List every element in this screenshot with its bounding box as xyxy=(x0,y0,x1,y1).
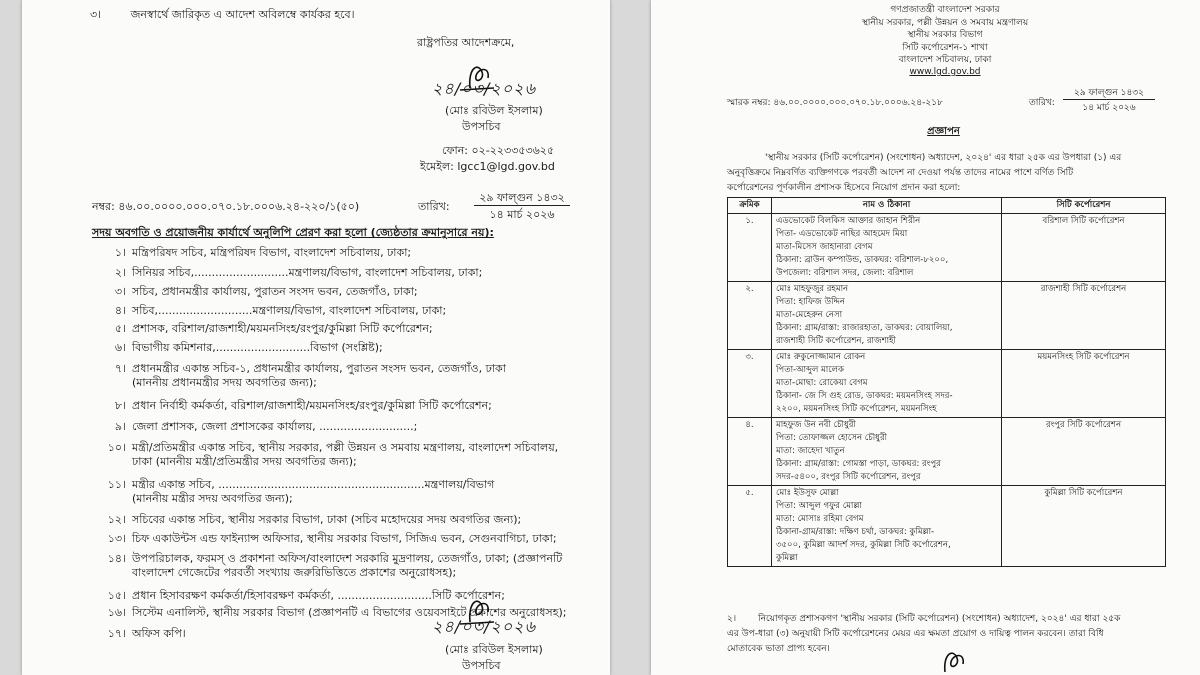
phone-number: ফোন: ০২-২২৩৩৫৩৬২৫ xyxy=(442,144,555,157)
distribution-line: সচিব,...........................মন্ত্রণালয়/বিভাগ, বাংলাদেশ সচিবালয়, ঢাকা; xyxy=(132,304,447,317)
distribution-item xyxy=(92,532,557,546)
table-header-row xyxy=(728,198,1166,214)
intro-line: 'স্থানীয় সরকার (সিটি কর্পোরেশন) (সংশোধন) অধ্যাদেশ, ২০২৪' এর ধারা ২৫ক এর উপধারা (১) এর xyxy=(765,153,1122,163)
distribution-line: প্রধানমন্ত্রীর একান্ত সচিব-১, প্রধানমন্ত্রীর কার্যালয়, পুরাতন সংসদ ভবন, তেজগাঁও, ঢাকা xyxy=(132,362,506,375)
signature-date: ২৪/০৩/২০২৬ xyxy=(432,79,536,98)
address-line: মাতা-মোছা: রোকেয়া বেগম xyxy=(776,378,868,388)
distribution-item-number: ১০। xyxy=(107,441,126,454)
address-line: উপজেলা: বরিশাল সদর, জেলা: বরিশাল xyxy=(776,268,914,278)
row-name-address xyxy=(772,418,1002,486)
address-line: পিতা- এডভোকেট নাছির আহমেদ মিয়া xyxy=(776,229,908,239)
table-row xyxy=(728,214,1166,282)
row-city-corporation: ময়মনসিংহ সিটি কর্পোরেশন xyxy=(1002,350,1166,418)
order-by-line: রাষ্ট্রপতির আদেশক্রমে, xyxy=(417,36,515,49)
distribution-item xyxy=(92,322,433,336)
intro-line: অনুবৃত্তিক্রমে নিম্নবর্ণিত ব্যক্তিগণকে পরবর্তী আদেশ না দেওয়া পর্যন্ত তাদের নামের পাশে বর্ণিত সিটি xyxy=(727,168,1074,178)
distribution-item-number: ১। xyxy=(114,246,126,259)
distribution-item-text xyxy=(132,362,506,390)
date-bangla-right: ২৯ ফাল্গুন ১৪৩২ xyxy=(1063,87,1155,100)
distribution-item-text xyxy=(132,246,411,260)
distribution-line: বিভাগীয় কমিশনার,...........................বিভাগ (সংশ্লিষ্ট); xyxy=(132,341,383,354)
distribution-item-text xyxy=(132,532,557,546)
paragraph-2-number: ২। xyxy=(727,614,737,624)
notice-title: প্রজ্ঞাপন xyxy=(927,126,960,137)
address-line: ঠিকানা: গ্রাম/রাস্তা: গোমস্তা পাড়া, ডাকঘর: রংপুর xyxy=(776,459,941,469)
header-serial: ক্রমিক xyxy=(728,198,772,214)
distribution-item xyxy=(92,246,411,260)
distribution-item-text xyxy=(132,627,186,641)
distribution-item xyxy=(92,304,446,318)
distribution-item-text xyxy=(132,399,492,413)
distribution-item-number: ৩। xyxy=(114,285,126,298)
distribution-line: অফিস কপি। xyxy=(132,627,186,640)
signer-name: (মোঃ রবিউল ইসলাম) xyxy=(445,104,543,117)
row-city-corporation: বরিশাল সিটি কর্পোরেশন xyxy=(1002,214,1166,282)
address-line: মোঃ মাহফুজুর রহমান xyxy=(776,284,849,294)
address-line: এডভোকেট বিলকিস আক্তার জাহান শিরীন xyxy=(776,216,921,226)
address-line: পিতা-আব্দুল মালেক xyxy=(776,365,844,375)
distribution-item-text xyxy=(132,552,562,580)
row-city-corporation: রংপুর সিটি কর্পোরেশন xyxy=(1002,418,1166,486)
distribution-item xyxy=(92,513,521,527)
row-name-address xyxy=(772,214,1002,282)
signer-name-bottom: (মোঃ রবিউল ইসলাম) xyxy=(445,643,543,656)
right-document-page xyxy=(651,0,1200,675)
address-line: ঠিকানা: গ্রাম/রাস্তা: রাজারহাতা, ডাকঘর: বোয়ালিয়া, xyxy=(776,323,953,333)
distribution-line: সচিবের একান্ত সচিব, স্থানীয় সরকার বিভাগ, ঢাকা (সচিব মহোদয়ের সদয় অবগতির জন্য); xyxy=(132,513,522,526)
header-line: সিটি কর্পোরেশন-১ শাখা xyxy=(902,42,988,53)
distribution-line: মন্ত্রীর একান্ত সচিব, ...........................................................মন্ত্রণালয়/বিভাগ xyxy=(132,478,495,491)
distribution-line: উপপরিচালক, ফরমস্ ও প্রকাশনা অফিস/বাংলাদেশ সরকারি মুদ্রণালয়, তেজগাঁও, ঢাকা; (প্রজ্ঞাপনটি xyxy=(132,552,563,565)
notice-intro xyxy=(727,151,1121,196)
distribution-item-number: ৭। xyxy=(114,362,126,375)
date-label: তারিখ: xyxy=(418,200,450,213)
distribution-item-text xyxy=(132,285,418,299)
address-line: সদর-৫৪০০, রংপুর সিটি কর্পোরেশন, রংপুর xyxy=(776,472,921,482)
distribution-line: মন্ত্রী/প্রতিমন্ত্রীর একান্ত সচিব, স্থানীয় সরকার, পল্লী উন্নয়ন ও সমবায় মন্ত্রণালয়, বাংলাদেশ সচিবালয়, xyxy=(132,441,559,454)
distribution-item xyxy=(92,478,494,506)
row-name-address xyxy=(772,282,1002,350)
distribution-line: (মাননীয় প্রধানমন্ত্রীর সদয় অবগতির জন্য); xyxy=(132,376,317,389)
distribution-line: সিস্টেম এনালিস্ট, স্থানীয় সরকার বিভাগ (প্রজ্ঞাপনটি এ বিভাগের ওয়েবসাইটে প্রকাশের অনুরোধসহ); xyxy=(132,606,567,619)
distribution-item-text xyxy=(132,304,446,318)
address-line: মাতা-মিসেস জাহানারা বেগম xyxy=(776,242,873,252)
row-name-address xyxy=(772,486,1002,567)
table-row xyxy=(728,350,1166,418)
distribution-line: সচিব, প্রধানমন্ত্রীর কার্যালয়, পুরাতন সংসদ ভবন, তেজগাঁও, ঢাকা; xyxy=(132,285,418,298)
distribution-item xyxy=(92,441,558,469)
distribution-item xyxy=(92,627,186,641)
distribution-item-number: ১৭। xyxy=(107,627,126,640)
distribution-item-number: ৮। xyxy=(114,399,126,412)
distribution-line: বাংলাদেশ গেজেটের পরবর্তী সংখ্যায় জরুরিভিত্তিতে প্রকাশের অনুরোধসহ); xyxy=(132,566,457,579)
header-city-corporation: সিটি কর্পোরেশন xyxy=(1002,198,1166,214)
distribution-item-number: ৪। xyxy=(114,304,126,317)
row-serial: ২. xyxy=(728,282,772,350)
row-city-corporation: রাজশাহী সিটি কর্পোরেশন xyxy=(1002,282,1166,350)
item-3-number: ৩। xyxy=(90,8,102,21)
distribution-item-number: ২। xyxy=(114,266,126,279)
distribution-item-number: ৯। xyxy=(114,420,126,433)
signer-title: উপসচিব xyxy=(462,120,501,133)
distribution-item-text xyxy=(132,420,417,434)
distribution-line: মন্ত্রিপরিষদ সচিব, মন্ত্রিপরিষদ বিভাগ, বাংলাদেশ সচিবালয়, ঢাকা; xyxy=(132,246,412,259)
distribution-item-text xyxy=(132,341,383,355)
paragraph-2-line: মোতাবেক ভাতা প্রাপ্য হবেন। xyxy=(727,644,830,654)
distribution-line: প্রশাসক, বরিশাল/রাজশাহী/ময়মনসিংহ/রংপুর/কুমিল্লা সিটি কর্পোরেশন; xyxy=(132,322,433,335)
left-document-page xyxy=(22,0,610,675)
address-line: পিতা: আব্দুল গফুর মোল্লা xyxy=(776,501,862,511)
distribution-item xyxy=(92,362,506,390)
address-line: মোঃ ইউসুফ মোল্লা xyxy=(776,488,839,498)
address-line: রাজশাহী সিটি কর্পোরেশন, রাজশাহী xyxy=(776,336,896,346)
address-line: মাতা-মেহেরুন নেসা xyxy=(776,310,843,320)
date-english: ১৪ মার্চ ২০২৬ xyxy=(489,208,555,221)
header-name-address: নাম ও ঠিকানা xyxy=(772,198,1002,214)
distribution-line: সিনিয়র সচিব,...........................মন্ত্রণালয়/বিভাগ, বাংলাদেশ সচিবালয়, ঢাকা; xyxy=(132,266,483,279)
distribution-item xyxy=(92,266,482,280)
header-line: স্থানীয় সরকার বিভাগ xyxy=(907,30,983,40)
date-label-right: তারিখ: xyxy=(1029,98,1055,108)
date-bangla: ২৯ ফাল্গুন ১৪৩২ xyxy=(474,191,570,206)
distribution-item-number: ১৪। xyxy=(107,552,126,565)
appointment-table xyxy=(727,197,1166,567)
header-line: বাংলাদেশ সচিবালয়, ঢাকা xyxy=(898,55,992,65)
distribution-item-number: ১৬। xyxy=(107,606,126,619)
paragraph-2-first-line xyxy=(727,612,1120,627)
row-city-corporation: কুমিল্লা সিটি কর্পোরেশন xyxy=(1002,486,1166,567)
intro-line: কর্পোরেশনের পূর্ণকালীন প্রশাসক হিসেবে নিয়োগ প্রদান করা হলো: xyxy=(727,183,961,193)
paragraph-2-line: নিয়োগকৃত প্রশাসকগণ 'স্থানীয় সরকার (সিটি কর্পোরেশন) (সংশোধন) অধ্যাদেশ, ২০২৪' এর ধারা ২৫ক xyxy=(758,614,1121,624)
distribution-line: ঢাকা (মাননীয় মন্ত্রী/প্রতিমন্ত্রীর সদয় অবগতির জন্য); xyxy=(132,455,357,468)
row-serial: ৪. xyxy=(728,418,772,486)
distribution-item xyxy=(92,285,418,299)
distribution-line: চিফ একাউন্টস এন্ড ফাইন্যান্স অফিসার, স্থানীয় সরকার বিভাগ, সিজিএ ভবন, সেগুনবাগিচা, ঢাকা; xyxy=(132,532,557,545)
distribution-line: (মাননীয় মন্ত্রীর সদয় অবগতির জন্য); xyxy=(132,492,293,505)
distribution-item xyxy=(92,420,417,434)
address-line: ২২০০, ময়মনসিংহ সিটি কর্পোরেশন, ময়মনসিংহ xyxy=(776,404,937,414)
table-row xyxy=(728,486,1166,567)
email-address: ইমেইল: lgcc1@lgd.gov.bd xyxy=(420,160,555,173)
address-line: মাতা: জাহেদা খাতুন xyxy=(776,446,845,456)
distribution-item-text xyxy=(132,441,558,469)
row-serial: ৩. xyxy=(728,350,772,418)
distribution-item-number: ১৫। xyxy=(107,589,126,602)
distribution-item-number: ১৩। xyxy=(107,532,126,545)
row-name-address xyxy=(772,350,1002,418)
distribution-line: প্রধান নির্বাহী কর্মকর্তা, বরিশাল/রাজশাহী/ময়মনসিংহ/রংপুর/কুমিল্লা সিটি কর্পোরেশন; xyxy=(132,399,492,412)
distribution-item-number: ১২। xyxy=(107,513,126,526)
table-row xyxy=(728,418,1166,486)
address-line: মোঃ রুকুনোজ্জামান রোকন xyxy=(776,352,866,362)
address-line: ঠিকানা: ব্রাউন কম্পাউন্ড, ডাকঘর: বরিশাল-৮২০০, xyxy=(776,255,949,265)
distribution-item xyxy=(92,341,383,355)
signature-image-right xyxy=(931,650,991,675)
distribution-item xyxy=(92,552,562,580)
item-3-text: জনস্বার্থে জারিকৃত এ আদেশ অবিলম্বে কার্যকর হবে। xyxy=(130,8,355,21)
signature-date-bottom: ২৪/০৩/২০২৬ xyxy=(432,617,536,636)
address-line: কুমিল্লা xyxy=(776,553,798,563)
distribution-item-text xyxy=(132,478,494,506)
memo-number-right: স্মারক নম্বর: ৪৬.০০.০০০০.০০০.০৭০.১৮.০০০৬.২৪-২১৮ xyxy=(727,98,943,108)
table-row xyxy=(728,282,1166,350)
header-line: স্থানীয় সরকার, পল্লী উন্নয়ন ও সমবায় মন্ত্রণালয় xyxy=(861,17,1029,28)
distribution-line: জেলা প্রশাসক, জেলা প্রশাসকের কার্যালয়, ...........................; xyxy=(132,420,418,433)
address-line: ৩৫০০, কুমিল্লা আদর্শ সদর, কুমিল্লা সিটি কর্পোরেশন, xyxy=(776,540,951,550)
address-line: মাহফুজ উন নবী চৌধুরী xyxy=(776,420,856,430)
paragraph-2 xyxy=(727,612,1120,657)
address-line: ঠিকানা- জে সি গুহ রোড, ডাকঘর: ময়মনসিংহ সদর- xyxy=(776,391,953,401)
memo-number: নম্বর: ৪৬.০০.০০০০.০০০.০৭০.১৮.০০০৬.২৪-২২০/১(৫০) xyxy=(92,200,360,213)
distribution-line: প্রধান হিসাবরক্ষণ কর্মকর্তা/হিসাবরক্ষণ কর্মকর্তা, ...........................সিটি কর্পোরেশন; xyxy=(132,589,505,602)
address-line: পিতা: তোফাজ্জল হোসেন চৌধুরী xyxy=(776,433,888,443)
address-line: মাতা: মোসাঃ রহিমা বেগম xyxy=(776,514,864,524)
distribution-item xyxy=(92,399,492,413)
distribution-item-number: ৫। xyxy=(114,322,126,335)
date-english-right: ১৪ মার্চ ২০২৬ xyxy=(1082,103,1136,113)
distribution-heading: সদয় অবগতি ও প্রয়োজনীয় কার্যার্থে অনুলিপি প্রেরণ করা হলো (জ্যেষ্ঠতার ক্রমানুসারে নয়): xyxy=(92,226,494,239)
row-serial: ৫. xyxy=(728,486,772,567)
address-line: পিতা: হাফিজ উদ্দিন xyxy=(776,297,845,307)
address-line: ঠিকানা-গ্রাম/রাস্তা: দক্ষিণ চর্থা, ডাকঘর: কুমিল্লা- xyxy=(776,527,935,537)
item-3 xyxy=(90,8,355,22)
distribution-item-text xyxy=(132,513,521,527)
distribution-item-text xyxy=(132,266,482,280)
header-line: গণপ্রজাতন্ত্রী বাংলাদেশ সরকার xyxy=(890,5,1000,15)
distribution-item-number: ১১। xyxy=(107,478,126,491)
signer-title-bottom: উপসচিব xyxy=(462,659,501,672)
row-serial: ১. xyxy=(728,214,772,282)
distribution-item-text xyxy=(132,322,433,336)
paragraph-2-line: এর উপ-ধারা (৩) অনুযায়ী সিটি কর্পোরেশনের মেয়র এর ক্ষমতা প্রয়োগ ও দায়িত্ব পালন করবেন। তারা বিধি xyxy=(727,629,1104,639)
distribution-item-number: ৬। xyxy=(114,341,126,354)
government-header xyxy=(850,4,1040,67)
website-link[interactable]: www.lgd.gov.bd xyxy=(909,67,981,77)
